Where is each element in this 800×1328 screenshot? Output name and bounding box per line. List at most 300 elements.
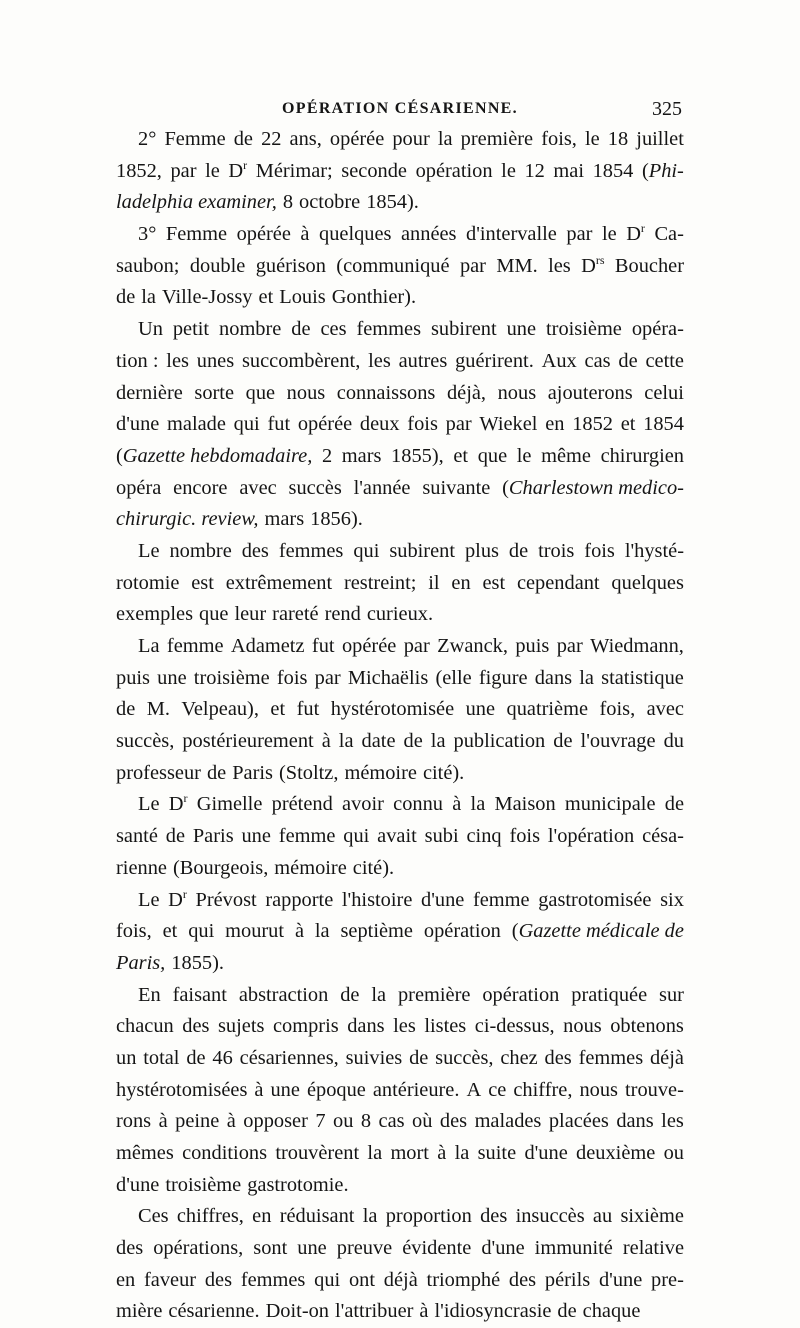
word: faveur — [144, 1268, 197, 1291]
word: ans, — [289, 128, 322, 150]
word: première — [460, 128, 534, 150]
text-line — [116, 631, 684, 663]
word: avoir — [342, 793, 384, 816]
word: unes — [196, 349, 235, 372]
word: quelques — [611, 571, 684, 594]
word: ces — [320, 318, 347, 341]
word: une — [241, 825, 271, 848]
text-line — [116, 1201, 684, 1233]
word: extrêmement — [225, 571, 333, 594]
paragraph-p9 — [116, 1201, 684, 1328]
text-line — [116, 948, 684, 980]
word: 1854). — [366, 191, 419, 214]
text-line — [116, 1170, 684, 1202]
word: Femme — [164, 128, 226, 150]
word: le — [601, 223, 617, 246]
word: Ca- — [654, 223, 684, 246]
word: succombèrent, — [241, 349, 361, 372]
word: qui — [188, 920, 215, 943]
word: évidente — [402, 1237, 472, 1260]
word: 1854 — [592, 159, 634, 182]
word: Le — [138, 888, 160, 911]
word: le — [584, 128, 600, 150]
word: l'hysté- — [624, 539, 684, 562]
word: Paris, — [116, 951, 166, 974]
word: avait — [377, 825, 417, 848]
word: 2 — [321, 444, 333, 467]
word: Michaëlis — [347, 666, 429, 689]
text-line — [116, 282, 684, 314]
word: de — [557, 1300, 577, 1323]
word: six — [660, 888, 684, 911]
text-line — [116, 853, 684, 885]
word: à — [437, 1142, 447, 1164]
text-line — [116, 504, 684, 536]
word: le — [501, 159, 516, 182]
word: les — [368, 349, 391, 372]
word: Gonthier). — [331, 286, 417, 309]
word: (Charlestown medico- — [502, 476, 684, 499]
text-line — [116, 694, 684, 726]
word: mars — [264, 508, 305, 531]
word: trois — [538, 539, 575, 562]
word: rotomie — [116, 571, 180, 594]
word: guérirent. — [455, 349, 534, 372]
word: total — [143, 1046, 180, 1069]
word: pour — [392, 128, 430, 150]
text-line — [116, 156, 684, 188]
word: avec — [239, 476, 277, 499]
word: 1856). — [310, 508, 363, 531]
word: trouvèrent — [275, 1142, 360, 1164]
word: ou — [333, 1110, 354, 1133]
superscript: r — [182, 886, 187, 901]
word: de — [553, 730, 573, 753]
word: $D^r$ — [168, 791, 188, 816]
word: cependant — [516, 571, 600, 594]
word: en — [451, 571, 471, 594]
word: rend — [324, 603, 361, 626]
word: antérieure. — [372, 1078, 460, 1101]
word: 18 — [607, 128, 629, 150]
word: que — [477, 444, 508, 467]
word: abstraction — [238, 983, 329, 1006]
word: rons — [116, 1110, 152, 1133]
word: l'histoire — [341, 888, 413, 911]
word: chiffre, — [513, 1078, 573, 1101]
text-line — [116, 599, 684, 631]
word: listes — [424, 1015, 467, 1038]
word: d'une — [116, 413, 160, 436]
word: cas — [378, 1110, 405, 1133]
word: mémoire — [344, 761, 417, 784]
word: femme — [472, 888, 530, 911]
word: (Gazette hebdomadaire, — [116, 444, 313, 467]
word: réduisant — [279, 1205, 355, 1228]
word: fois, — [541, 128, 577, 150]
word: de — [116, 698, 136, 721]
word: (elle — [435, 666, 472, 689]
word: les — [393, 1015, 416, 1038]
word: sont — [253, 1237, 288, 1260]
word: cité). — [422, 761, 465, 784]
word: la — [454, 1142, 470, 1164]
word: des — [508, 1268, 537, 1291]
word: 2° — [138, 128, 157, 150]
word: mourut — [225, 920, 285, 943]
word: subirent — [430, 318, 497, 341]
word: le — [205, 159, 220, 182]
word: et — [620, 413, 636, 436]
word: de — [618, 349, 638, 372]
word: cas — [584, 349, 611, 372]
word: opérée — [329, 128, 385, 150]
paragraph-p4 — [116, 536, 684, 631]
word: 22 — [261, 128, 282, 150]
word: femme — [166, 635, 224, 657]
word: Gimelle — [196, 793, 263, 816]
word: à — [158, 1110, 168, 1133]
word: nous — [286, 381, 326, 404]
word: cette — [645, 349, 684, 372]
word: 8 — [360, 1110, 372, 1133]
word: qui — [233, 413, 260, 436]
word: qui — [343, 825, 370, 848]
word: 1855). — [171, 951, 224, 974]
word: tion : — [116, 349, 159, 372]
word: chirurgic. review, — [116, 508, 259, 531]
paragraph-p7 — [116, 885, 684, 980]
paragraph-p5 — [116, 631, 684, 789]
word: époque — [306, 1078, 366, 1101]
word: $D^r$ — [228, 157, 248, 182]
body-text — [116, 124, 684, 1328]
word: nombre — [169, 539, 232, 562]
word: Velpeau), — [181, 698, 259, 721]
word: et — [453, 444, 469, 467]
word: césa- — [642, 825, 684, 848]
word: la — [362, 1205, 378, 1228]
word: succès, — [435, 1046, 494, 1069]
text-line — [116, 1265, 684, 1297]
paragraph-p2 — [116, 219, 684, 314]
word: En — [138, 983, 161, 1006]
word: femme — [278, 825, 336, 848]
word: mière — [116, 1300, 163, 1323]
word: subirent — [389, 539, 456, 562]
word: une — [297, 1237, 327, 1260]
word: Wiekel — [479, 413, 538, 436]
word: faisant — [172, 983, 227, 1006]
word: M. — [146, 698, 170, 721]
word: connu — [393, 793, 444, 816]
word: nous — [563, 1015, 602, 1038]
word: le — [516, 444, 532, 467]
word: à — [419, 1300, 429, 1323]
word: du — [663, 730, 684, 753]
word: où — [412, 1110, 433, 1133]
word: des — [544, 1046, 572, 1069]
word: exemples — [116, 603, 194, 626]
word: l'idiosyncrasie — [434, 1300, 552, 1323]
word: opérée — [297, 413, 353, 436]
word: sur — [659, 983, 684, 1006]
word: suivies — [345, 1046, 403, 1069]
word: professeur — [116, 761, 201, 784]
word: troisième — [193, 666, 270, 689]
word: insuccès — [515, 1205, 585, 1228]
page-number: 325 — [652, 98, 682, 120]
text-line — [116, 314, 684, 346]
word: malade — [167, 413, 226, 436]
word: de — [206, 761, 227, 784]
word: nous — [579, 1078, 618, 1101]
word: de — [403, 730, 423, 753]
word: malades — [474, 1110, 542, 1133]
word: de — [409, 1046, 429, 1069]
text-line — [116, 441, 684, 473]
word: juillet — [636, 128, 684, 150]
word: une — [506, 318, 537, 341]
word: obtenons — [610, 1015, 684, 1038]
word: est — [482, 571, 506, 594]
word: est — [191, 571, 214, 594]
word: en — [252, 1205, 272, 1228]
word: prétend — [271, 793, 333, 816]
word: troisième — [165, 1173, 242, 1196]
word: pre- — [651, 1268, 684, 1291]
word: hystérotomisée — [330, 698, 455, 721]
text-line — [116, 346, 684, 378]
word: Ces — [138, 1205, 169, 1228]
word: 1852 — [572, 413, 613, 436]
word: les — [166, 349, 189, 372]
word: la — [371, 983, 387, 1006]
word: l'ouvrage — [580, 730, 656, 753]
word: dans — [534, 666, 573, 689]
word: par — [314, 666, 341, 689]
word: $D^r$ — [626, 221, 645, 246]
word: figure — [478, 666, 528, 689]
superscript: r — [640, 221, 645, 236]
word: fois — [276, 666, 308, 689]
word: ou — [663, 1142, 684, 1164]
text-line — [116, 1011, 684, 1043]
word: déjà, — [446, 381, 487, 404]
word: par — [556, 635, 583, 657]
word: fois, — [599, 698, 636, 721]
word: fois — [584, 539, 615, 562]
word: Doit-on — [265, 1300, 329, 1323]
word: hystérotomisées — [116, 1078, 248, 1101]
word: 7 — [315, 1110, 326, 1133]
word: et — [270, 698, 286, 721]
paragraph-p6 — [116, 789, 684, 884]
word: 1854 — [643, 413, 684, 436]
text-line — [116, 251, 684, 283]
word: sorte — [194, 381, 235, 404]
word: preuve — [336, 1237, 393, 1260]
word: immunité — [534, 1237, 613, 1260]
word: des — [480, 1205, 508, 1228]
text-line — [116, 726, 684, 758]
word: ont — [348, 1268, 376, 1291]
word: fois — [509, 825, 541, 848]
word: Un — [138, 318, 163, 341]
word: peine — [175, 1110, 220, 1133]
word: restreint; — [343, 571, 417, 594]
text-line — [116, 980, 684, 1012]
word: Boucher — [614, 254, 684, 277]
word: deux — [359, 413, 400, 436]
word: 1855), — [391, 444, 444, 467]
text-line — [116, 536, 684, 568]
word: Aux — [541, 349, 577, 372]
word: cinq — [466, 825, 502, 848]
word: relative — [622, 1237, 684, 1260]
page-header — [116, 96, 684, 126]
text-line — [116, 916, 684, 948]
word: MM. — [496, 254, 538, 277]
word: 1852, — [116, 159, 162, 182]
word: des — [241, 539, 269, 562]
word: au — [592, 1205, 613, 1228]
word: municipale — [564, 793, 656, 816]
word: 3° — [138, 223, 157, 246]
word: la — [470, 793, 486, 816]
word: de — [165, 825, 185, 848]
word: fois — [407, 413, 438, 436]
word: et — [162, 920, 178, 943]
word: fut — [267, 413, 291, 436]
word: femmes — [240, 1268, 306, 1291]
text-line — [116, 568, 684, 600]
word: sujets — [218, 1015, 265, 1038]
text-line — [116, 663, 684, 695]
word: mort — [390, 1142, 429, 1164]
word: mars — [341, 444, 382, 467]
word: 46 — [212, 1046, 233, 1069]
word: Le — [138, 793, 160, 816]
word: déjà — [383, 1268, 418, 1291]
word: opéra- — [631, 318, 684, 341]
word: proportion — [385, 1205, 472, 1228]
word: rapporte — [265, 888, 334, 911]
word: celui — [644, 381, 684, 404]
word: et — [258, 286, 274, 309]
word: Wiedmann, — [590, 635, 684, 657]
text-line — [116, 473, 684, 505]
text-line — [116, 1075, 684, 1107]
word: l'opération — [547, 825, 635, 848]
word: à — [300, 223, 310, 246]
superscript: r — [183, 791, 188, 806]
word: dans — [616, 1110, 654, 1133]
word: Paris — [232, 761, 273, 784]
word: qui — [353, 539, 380, 562]
word: curieux. — [366, 603, 434, 626]
word: de — [186, 1046, 206, 1069]
word: d'une — [598, 1268, 643, 1291]
word: qui — [314, 1268, 341, 1291]
word: troisième — [545, 318, 622, 341]
word: puis — [116, 666, 150, 689]
word: octobre — [299, 191, 361, 214]
word: périls — [544, 1268, 591, 1291]
word: une — [157, 666, 187, 689]
word: la — [430, 730, 446, 753]
word: $D^{rs}$ — [581, 252, 605, 277]
word: dans — [347, 1015, 385, 1038]
word: la — [367, 1142, 383, 1164]
paragraph-p8 — [116, 980, 684, 1202]
word: (communiqué — [336, 254, 450, 277]
word: les — [661, 1110, 684, 1133]
word: rareté — [272, 603, 319, 626]
text-line — [116, 821, 684, 853]
word: nous — [497, 381, 537, 404]
word: fois, — [116, 920, 152, 943]
word: d'une — [421, 888, 465, 911]
word: d'intervalle — [466, 223, 557, 246]
word: mêmes — [116, 1142, 174, 1164]
word: opération — [482, 983, 560, 1006]
word: en — [545, 413, 565, 436]
word: suivante — [422, 476, 491, 499]
word: ce — [488, 1078, 507, 1101]
word: deuxième — [576, 1142, 656, 1164]
word: opérée — [236, 223, 291, 246]
text-line — [116, 1106, 684, 1138]
word: de — [291, 318, 311, 341]
word: opérations, — [153, 1237, 244, 1260]
word: opérée — [341, 635, 397, 657]
word: publication — [453, 730, 546, 753]
word: les — [548, 254, 571, 277]
word: chaque — [582, 1300, 641, 1323]
word: par — [445, 413, 472, 436]
word: date — [361, 730, 396, 753]
word: Paris — [192, 825, 234, 848]
word: pratiquée — [571, 983, 648, 1006]
superscript: r — [243, 157, 248, 172]
word: opération — [423, 920, 501, 943]
word: une — [270, 1078, 300, 1101]
word: (Phi- — [641, 159, 684, 182]
word: petit — [172, 318, 210, 341]
word: leur — [234, 603, 267, 626]
word: une — [465, 698, 496, 721]
word: $D^r$ — [168, 886, 187, 911]
word: trouve- — [624, 1078, 684, 1101]
word: guérison — [255, 254, 326, 277]
word: avec — [646, 698, 684, 721]
word: déjà — [649, 1046, 684, 1069]
word: 12 — [524, 159, 545, 182]
word: fut — [311, 635, 335, 657]
word: à — [254, 1078, 264, 1101]
word: rienne — [116, 856, 167, 879]
text-line — [116, 219, 684, 251]
word: gastrotomisée — [538, 888, 652, 911]
word: la — [338, 730, 354, 753]
word: d'une — [481, 1237, 525, 1260]
word: succès, — [116, 730, 175, 753]
word: des — [204, 1268, 233, 1291]
word: des — [182, 1015, 210, 1038]
text-line — [116, 187, 684, 219]
word: par — [170, 159, 197, 182]
